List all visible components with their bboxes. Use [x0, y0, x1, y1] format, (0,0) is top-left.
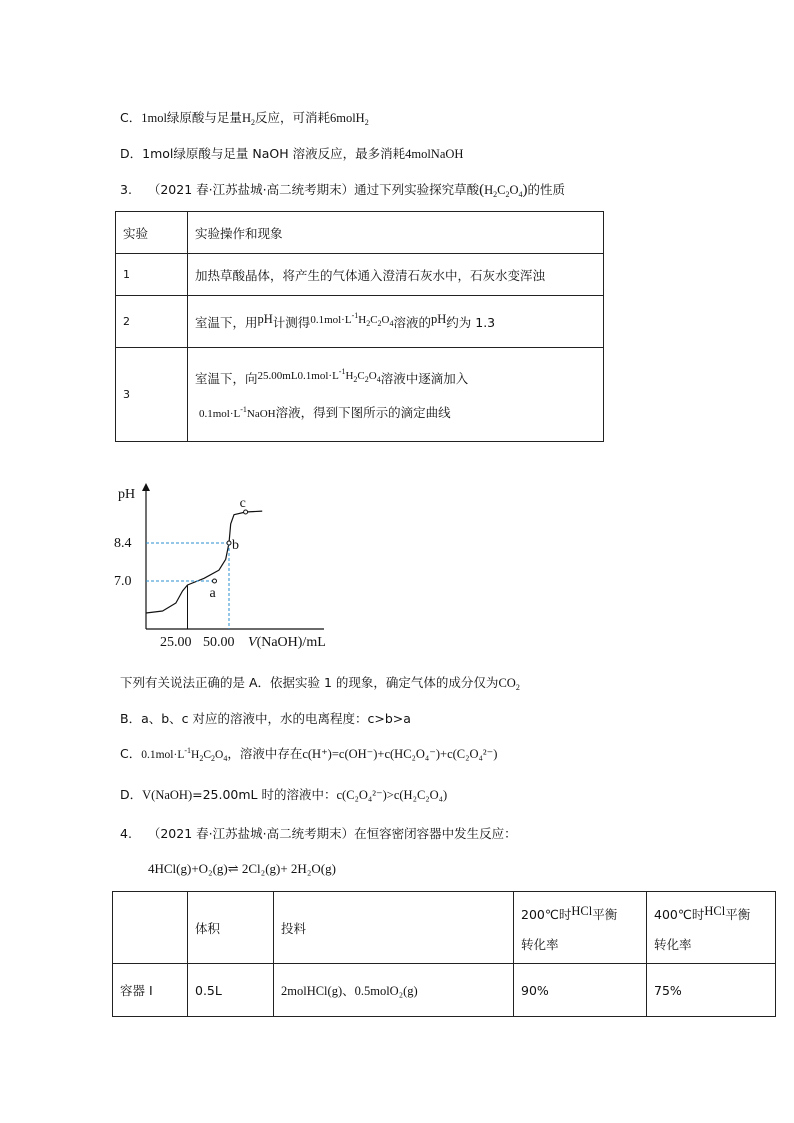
table-header-cell [113, 892, 188, 964]
table-row [113, 964, 776, 1017]
point-b [227, 541, 231, 545]
question-source: （2021 春·江苏盐城·高二统考期末） [147, 182, 355, 197]
formula-oxalic-acid: $H_2C_2O_4$ [484, 183, 523, 199]
question-text: 通过下列实验探究草酸 [354, 182, 480, 197]
table-cell: 容器 I [113, 964, 188, 1017]
table-cell: 室温下，用pH计测得$0.1mol\cdot L^{-1}H_2C_2O_4$溶液的pH约为 1.3 [188, 296, 604, 348]
experiment-table [115, 211, 604, 442]
question-text: 在恒容密闭容器中发生反应： [354, 826, 517, 841]
table-cell: 3 [116, 348, 188, 442]
x-tick-label: 25.00 [160, 635, 192, 650]
table-cell: 1 [116, 254, 188, 296]
option-d-line: D．V(NaOH)=25.00mL 时的溶液中：c(C₂O₄²⁻)>c(H₂C₂O₄) [120, 787, 448, 802]
formula-co2: $CO_2$ [498, 676, 520, 692]
table-header-cell: 投料 [274, 892, 514, 964]
table-header-cell: 实验操作和现象 [188, 212, 604, 254]
table-cell: 加热草酸晶体，将产生的气体通入澄清石灰水中，石灰水变浑浊 [188, 254, 604, 296]
reaction-equation: 4HCl(g)+O₂(g)⇌ 2Cl₂(g)+ 2H₂O(g) [148, 861, 336, 876]
point-label: c [239, 496, 246, 511]
option-text: 1mol绿原酸与足量 NaOH 溶液反应，最多消耗 [142, 146, 406, 161]
table-header-cell: 体积 [188, 892, 274, 964]
option-text: 反应，可消耗 [254, 110, 330, 125]
table-row [116, 296, 604, 348]
table-cell: 90% [514, 964, 647, 1017]
question-4-heading [120, 825, 517, 843]
table-cell: 2 [116, 296, 188, 348]
formula-h2: $H_2$ [241, 111, 255, 127]
table-cell: 75% [647, 964, 776, 1017]
option-label: D． [120, 146, 143, 161]
question-3-heading: 3. （2021 春·江苏盐城·高二统考期末）通过下列实验探究草酸$(H_2C_2O_4)$的性质 [120, 182, 566, 199]
table-header-cell: 200℃时HCl平衡 转化率 [514, 892, 647, 964]
charge-balance-equation: c(H⁺)=c(OH⁻)+c(HC₂O₄⁻)+c(C₂O₄²⁻) [302, 747, 498, 761]
question-number: 4. [120, 826, 132, 841]
concentration-comparison: c(C₂O₄²⁻)>c(H₂C₂O₄) [336, 788, 448, 802]
table-row [116, 348, 604, 442]
titration-curve-chart [112, 482, 352, 652]
question-3-stem [120, 674, 520, 692]
x-axis-label: V(NaOH)/mL [248, 635, 326, 650]
table-header-cell: 实验 [116, 212, 188, 254]
y-axis-label: pH [118, 487, 136, 502]
equilibrium-table [112, 891, 776, 1017]
option-text: 1mol绿原酸与足量 [141, 111, 242, 125]
option-value: 4molNaOH [405, 147, 464, 161]
option-d-line [120, 145, 463, 163]
option-c-line: C．$0.1mol\cdot L^{-1}H_2C_2O_4$，溶液中存在c(H⁺)=c(OH⁻)+c(HC₂O₄⁻)+c(C₂O₄²⁻) [120, 746, 498, 763]
question-number: 3. [120, 182, 132, 197]
table-row [116, 254, 604, 296]
point-label: b [232, 538, 239, 553]
table-header-cell: 400℃时HCl平衡 转化率 [647, 892, 776, 964]
table-header-row [113, 892, 776, 964]
table-cell: 0.5L [188, 964, 274, 1017]
table-cell: 室温下，向$25.00mL0.1mol\cdot L^{-1}H_2C_2O_4$溶液中逐滴加入 $0.1mol\cdot L^{-1}NaOH$溶液，得到下图所示的滴定曲线 [188, 348, 604, 442]
y-tick-label: 8.4 [114, 536, 132, 551]
table-cell: 2molHCl(g)、0.5molO₂(g) [274, 964, 514, 1017]
x-tick-label: 50.00 [203, 635, 235, 650]
question-source: （2021 春·江苏盐城·高二统考期末） [147, 826, 355, 841]
option-b-line: B．a、b、c 对应的溶液中，水的电离程度：c>b>a [120, 711, 411, 726]
formula-6molh2: 6molH$_2$ [329, 111, 369, 127]
option-label: C． [120, 110, 142, 125]
stem-text: 下列有关说法正确的是 A．依据实验 1 的现象，确定气体的成分仅为 [120, 675, 499, 690]
point-label: a [209, 586, 216, 601]
titration-curve [146, 511, 262, 613]
y-axis-arrow [142, 483, 150, 491]
point-a [213, 579, 217, 583]
option-c-line [120, 109, 369, 127]
table-header-row [116, 212, 604, 254]
y-tick-label: 7.0 [114, 574, 132, 589]
